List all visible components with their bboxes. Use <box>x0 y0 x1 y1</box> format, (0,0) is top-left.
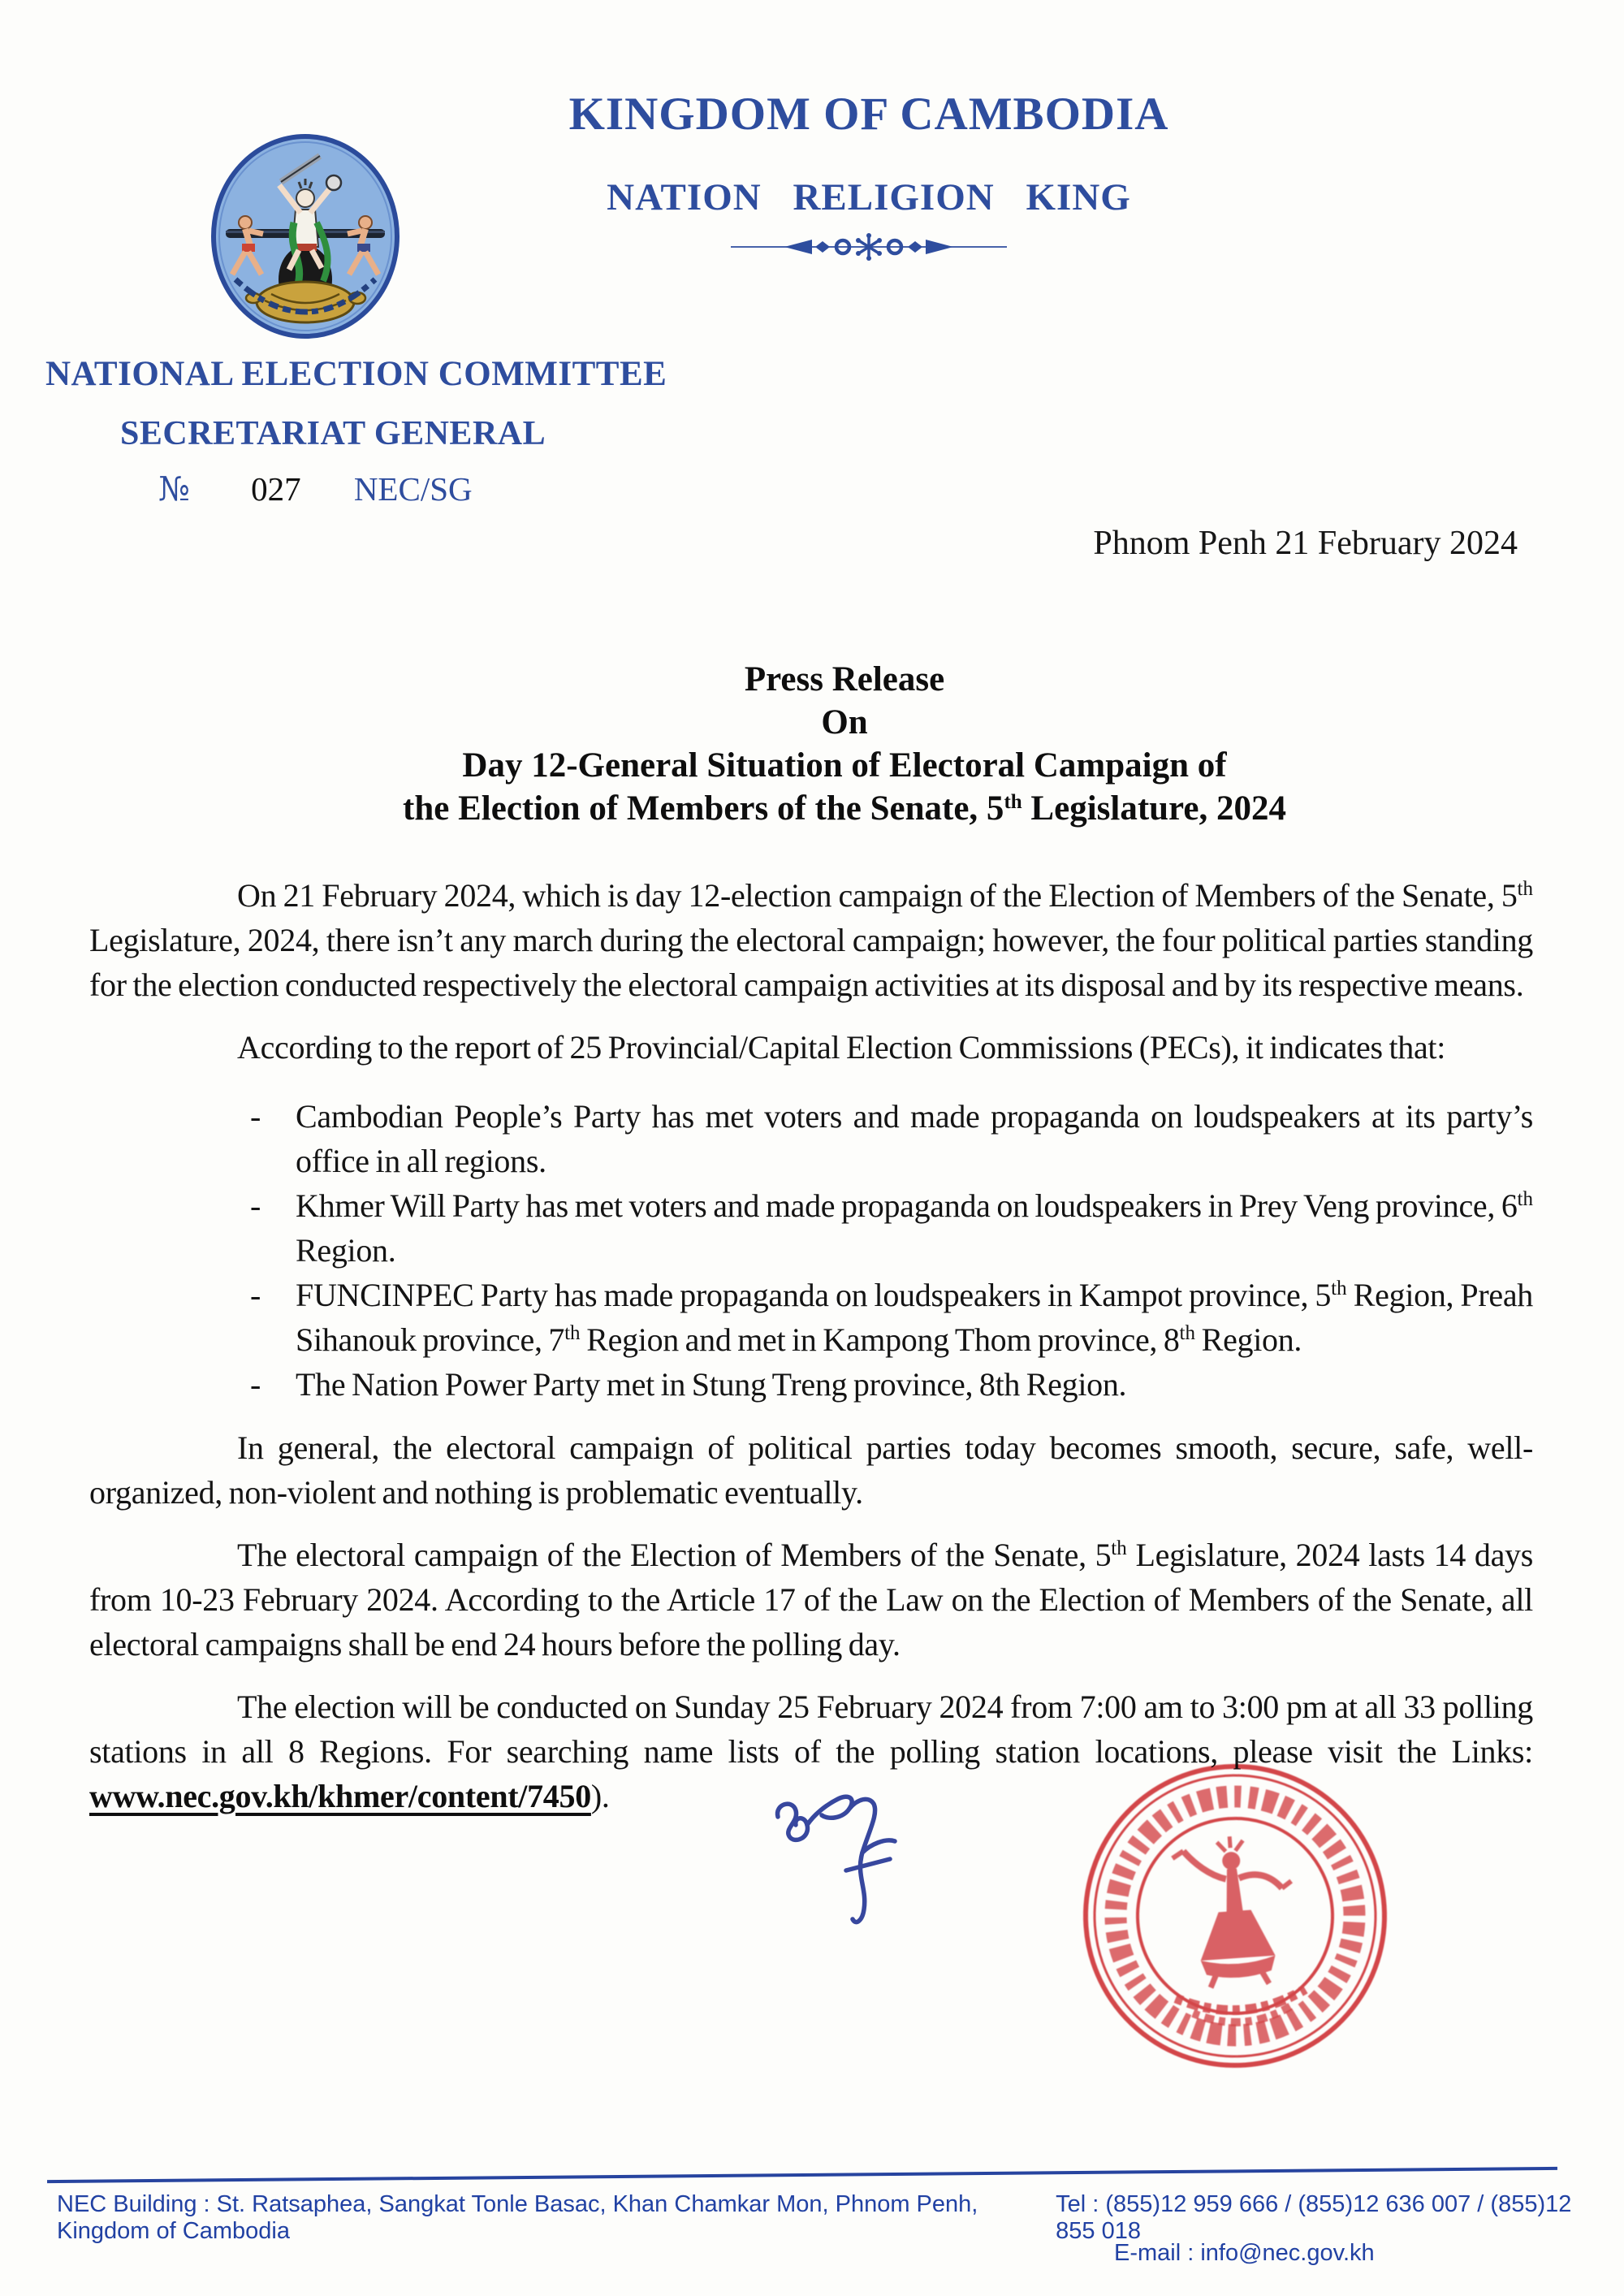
list-item-funcinpec-sup-3: th <box>1179 1322 1195 1344</box>
press-release-title <box>65 658 1624 830</box>
doc-number-org: NEC/SG <box>353 470 473 508</box>
list-item-funcinpec-sup-1: th <box>1331 1278 1347 1299</box>
paragraph-4 <box>89 1533 1533 1667</box>
red-seal-stamp <box>1065 1746 1405 2086</box>
footer-divider <box>47 2167 1557 2183</box>
title-line-1: Press Release <box>744 660 945 698</box>
ornament-divider-graphic <box>731 232 1007 262</box>
polling-station-link[interactable]: www.nec.gov.kh/khmer/content/7450 <box>89 1778 591 1814</box>
paragraph-1 <box>89 873 1533 1007</box>
list-item-funcinpec-tail: Region. <box>1194 1321 1302 1358</box>
title-line-4-sup: th <box>1004 791 1022 813</box>
paragraph-1-sup: th <box>1517 878 1533 900</box>
footer-address: NEC Building : St. Ratsaphea, Sangkat Tonle Basac, Khan Chamkar Mon, Phnom Penh, Kingdom of Cambodia <box>57 2191 978 2244</box>
title-line-4-tail: Legislature, 2024 <box>1021 789 1286 828</box>
paragraph-3: In general, the electoral campaign of political parties today becomes smooth, secure, safe, well-organized, non-violent and nothing is problematic eventually. <box>89 1429 1533 1511</box>
list-item-funcinpec-text-1: FUNCINPEC Party has made propaganda on loudspeakers in Kampot province, 5 <box>296 1277 1332 1313</box>
dateline: Phnom Penh 21 February 2024 <box>1093 525 1518 562</box>
paragraph-5-tail: ). <box>590 1778 610 1814</box>
paragraph-4-tail: Legislature, 2024 lasts 14 days from 10-23 February 2024. According to the Article 17 of the Law on the Election of Members of the Senate, all electoral campaigns shall be end 24 hours before the polling day. <box>89 1537 1533 1663</box>
footer <box>57 2191 1579 2245</box>
list-item-nation-power-text: The Nation Power Party met in Stung Treng province, 8th Region. <box>296 1366 1127 1403</box>
footer-tel: Tel : (855)12 959 666 / (855)12 636 007 / (855)12 855 018 <box>1056 2191 1572 2244</box>
paragraph-4-sup: th <box>1111 1537 1127 1559</box>
list-item-funcinpec-text-3: Region and met in Kampong Thom province, 8 <box>580 1321 1180 1358</box>
dash-icon: - <box>250 1098 261 1135</box>
dash-icon: - <box>250 1187 261 1224</box>
list-item-nation-power <box>247 1362 1533 1407</box>
ornament-divider <box>114 232 1624 266</box>
paragraph-5-text: The election will be conducted on Sunday 25 February 2024 from 7:00 am to 3:00 pm at all 33 polling stations in all 8 Regions. For searching name lists of the polling station locations, please visit the Links: <box>89 1688 1533 1770</box>
paragraph-1-text: On 21 February 2024, which is day 12-election campaign of the Election of Members of the Senate, 5 <box>237 877 1518 914</box>
secretariat-name: SECRETARIAT GENERAL <box>120 415 546 452</box>
list-item-khmer-will-sup: th <box>1517 1188 1533 1210</box>
list-item-khmer-will <box>247 1183 1533 1273</box>
signature-ink <box>771 1775 926 1933</box>
list-item-cpp-text: Cambodian People’s Party has met voters and made propaganda on loudspeakers at its party’s office in all regions. <box>296 1098 1533 1179</box>
list-item-cpp <box>247 1094 1533 1183</box>
title-line-4 <box>65 787 1624 830</box>
signature-ink-graphic <box>771 1775 926 1933</box>
document-number-line <box>158 469 473 508</box>
bullet-list <box>89 1094 1533 1407</box>
list-item-khmer-will-tail: Region. <box>296 1232 396 1269</box>
doc-number-value: 027 <box>251 470 301 508</box>
dash-icon: - <box>250 1366 261 1403</box>
list-item-khmer-will-text: Khmer Will Party has met voters and made propaganda on loudspeakers in Prey Veng province, 6 <box>296 1187 1518 1224</box>
doc-number-label: № <box>158 469 190 508</box>
footer-email: E-mail : info@nec.gov.kh <box>1114 2240 1375 2266</box>
committee-name: NATIONAL ELECTION COMMITTEE <box>45 355 667 393</box>
kingdom-title: KINGDOM OF CAMBODIA <box>568 89 1169 140</box>
dash-icon: - <box>250 1277 261 1313</box>
red-seal-graphic <box>1065 1746 1405 2086</box>
motto-title: NATION RELIGION KING <box>607 176 1131 218</box>
title-line-2: On <box>821 703 868 742</box>
paragraph-4-text: The electoral campaign of the Election of Members of the Senate, 5 <box>237 1537 1112 1573</box>
paragraph-2: According to the report of 25 Provincial/Capital Election Commissions (PECs), it indicates that: <box>237 1029 1446 1066</box>
title-line-4-text: the Election of Members of the Senate, 5 <box>403 789 1004 828</box>
list-item-funcinpec-text-2: Region, Preah Sihanouk province, 7 <box>296 1277 1534 1358</box>
paragraph-1-tail: Legislature, 2024, there isn’t any march during the electoral campaign; however, the four political parties standing for the election conducted respectively the electoral campaign activities at its disposal and by its respective means. <box>89 922 1533 1003</box>
title-line-3: Day 12-General Situation of Electoral Campaign of <box>462 746 1227 785</box>
document-body <box>89 873 1533 1818</box>
list-item-funcinpec-sup-2: th <box>564 1322 581 1344</box>
list-item-funcinpec <box>247 1273 1533 1362</box>
